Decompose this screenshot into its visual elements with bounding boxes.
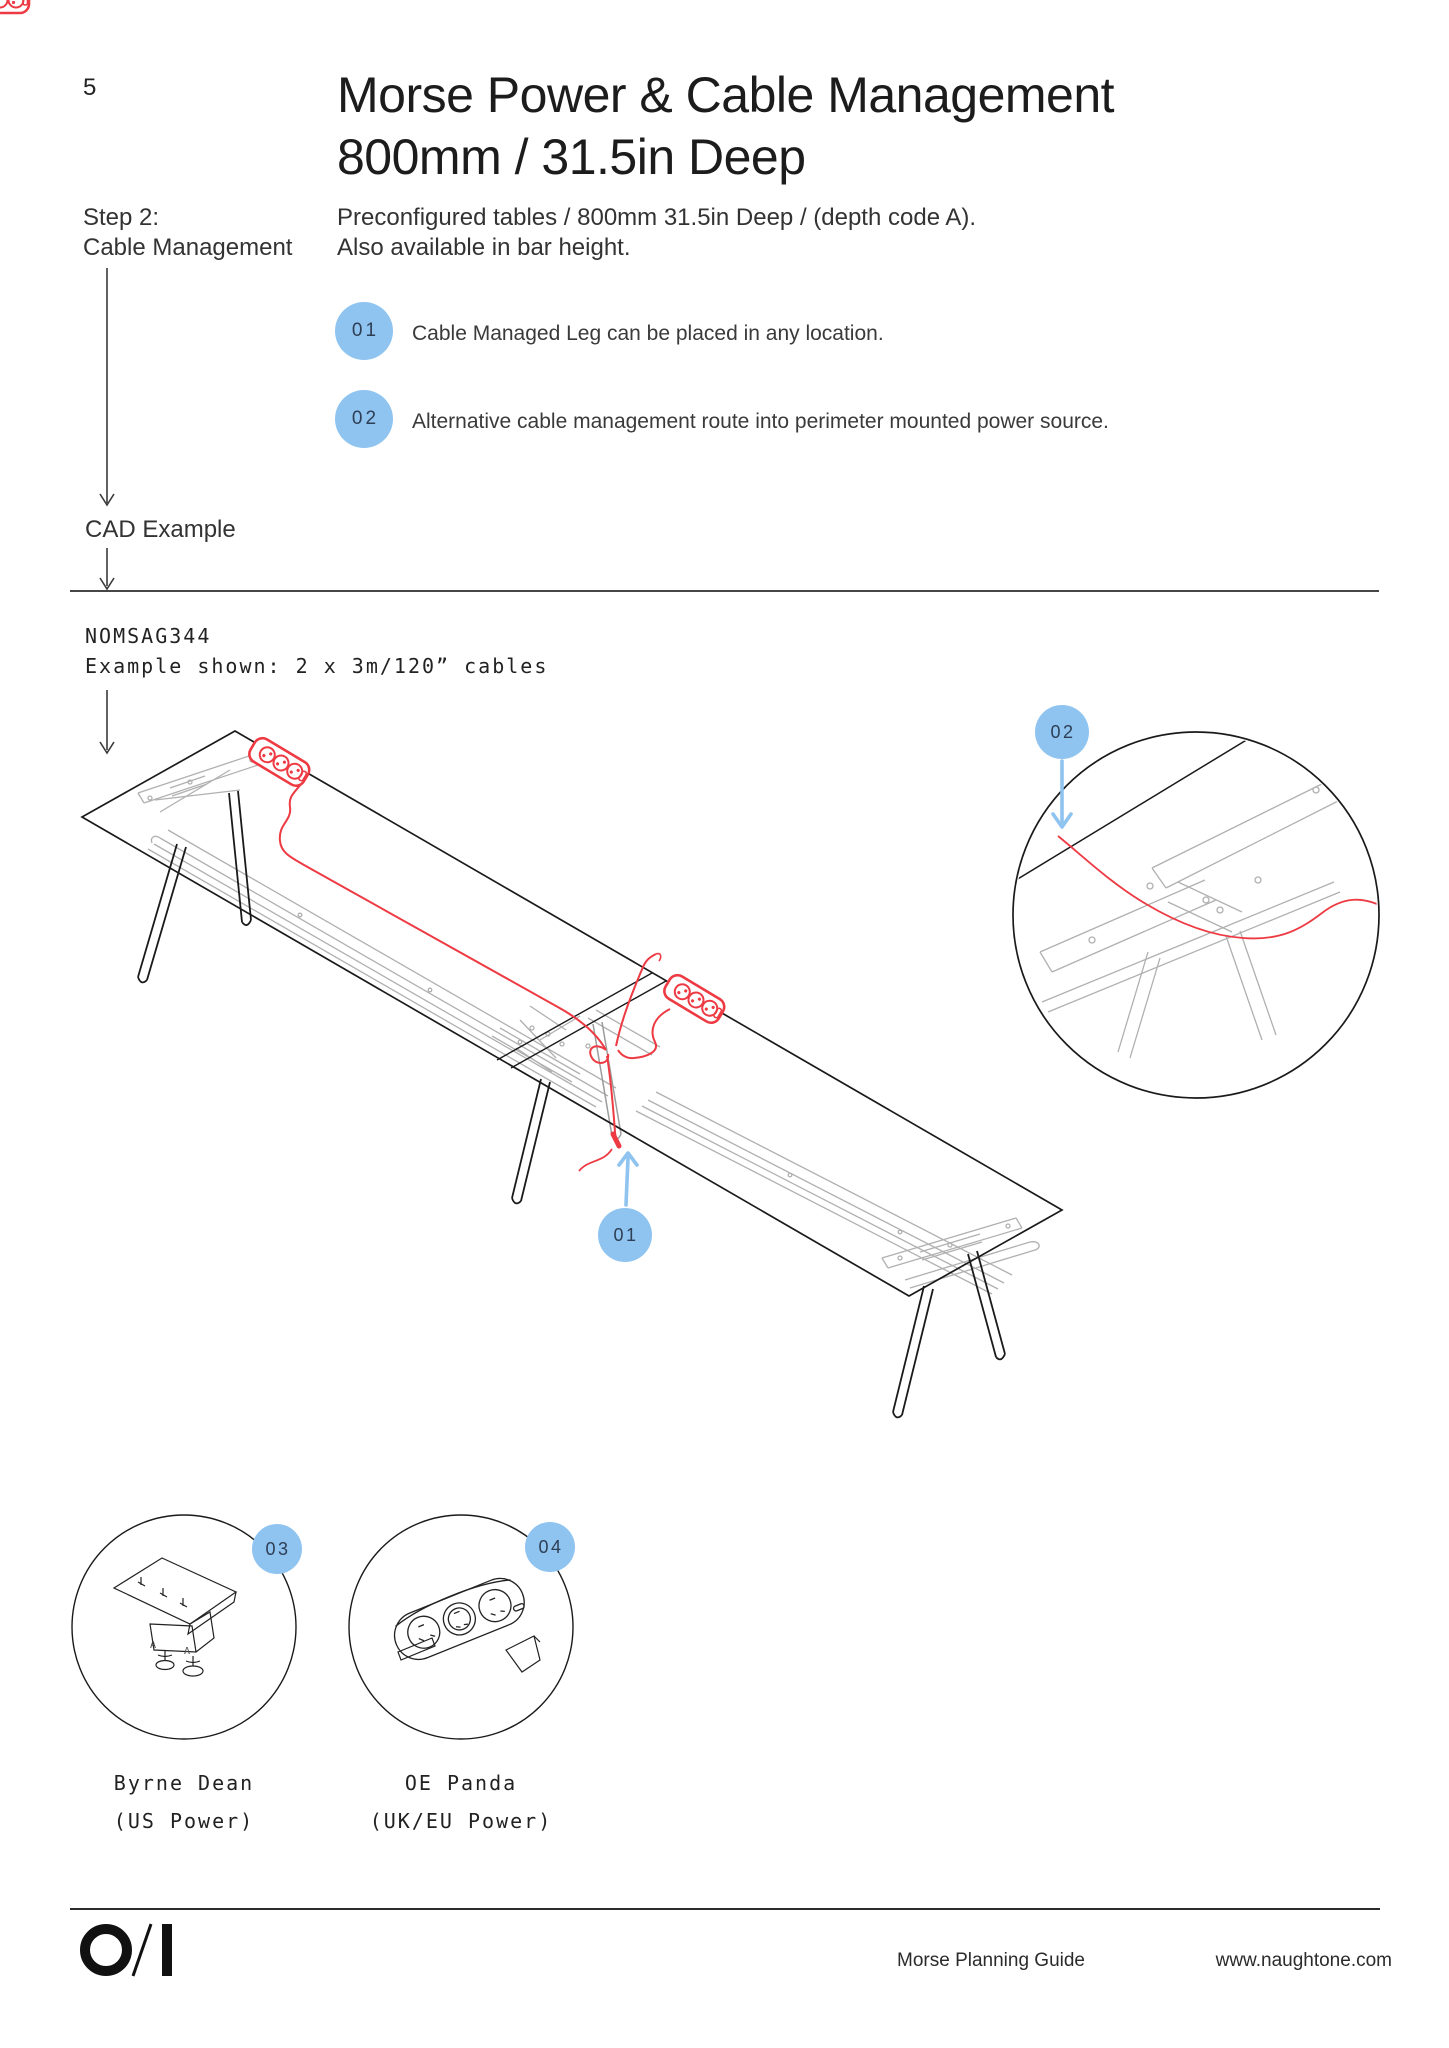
callout-badge-04: 04: [525, 1522, 575, 1572]
footer-doc-title: Morse Planning Guide: [897, 1950, 1085, 1971]
detail-label-03-line2: (US Power): [113, 1809, 255, 1833]
page-number: 5: [83, 74, 97, 101]
model-code: NOMSAG344: [85, 624, 212, 648]
note-text-02: Alternative cable management route into perimeter mounted power source.: [412, 410, 1109, 433]
cable-plug-icon: [613, 1134, 619, 1146]
step-label-line2: Cable Management: [83, 234, 293, 261]
step-description-line1: Preconfigured tables / 800mm 31.5in Deep / (depth code A).: [337, 204, 977, 231]
step-description-line2: Also available in bar height.: [337, 234, 631, 261]
detail-label-03: [34, 1764, 334, 1840]
page-title-line1: Morse Power & Cable Management: [337, 67, 1115, 123]
footer-divider: [70, 1908, 1380, 1910]
step-label: [83, 203, 292, 263]
svg-text:A: A: [150, 1640, 157, 1651]
note-text-01: Cable Managed Leg can be placed in any location.: [412, 322, 884, 345]
cad-example-label: CAD Example: [85, 516, 236, 543]
cad-caption: [85, 621, 548, 681]
callout-badge-03: 03: [252, 1524, 302, 1574]
callout-badge-01: 01: [598, 1208, 652, 1262]
note-badge-01: 01: [335, 302, 393, 360]
callout-badge-02: 02: [1035, 705, 1089, 759]
page-title: [337, 64, 1114, 188]
step-label-line1: Step 2:: [83, 204, 160, 231]
detail-circle-02: [1013, 732, 1379, 1098]
footer-website[interactable]: www.naughtone.com: [1215, 1950, 1392, 1971]
example-caption: Example shown: 2 x 3m/120” cables: [85, 654, 549, 678]
naughtone-logo: [85, 1924, 172, 1976]
step-description: [337, 203, 976, 263]
svg-text:A: A: [184, 1646, 191, 1657]
detail-label-03-line1: Byrne Dean: [113, 1771, 255, 1795]
callout-arrow-01-icon: [619, 1153, 637, 1205]
note-badge-02: 02: [335, 390, 393, 448]
power-strip-icon: [0, 0, 29, 13]
detail-label-04-line1: OE Panda: [404, 1771, 518, 1795]
page-title-line2: 800mm / 31.5in Deep: [337, 129, 806, 185]
detail-label-04: [311, 1764, 611, 1840]
detail-label-04-line2: (UK/EU Power): [369, 1809, 553, 1833]
